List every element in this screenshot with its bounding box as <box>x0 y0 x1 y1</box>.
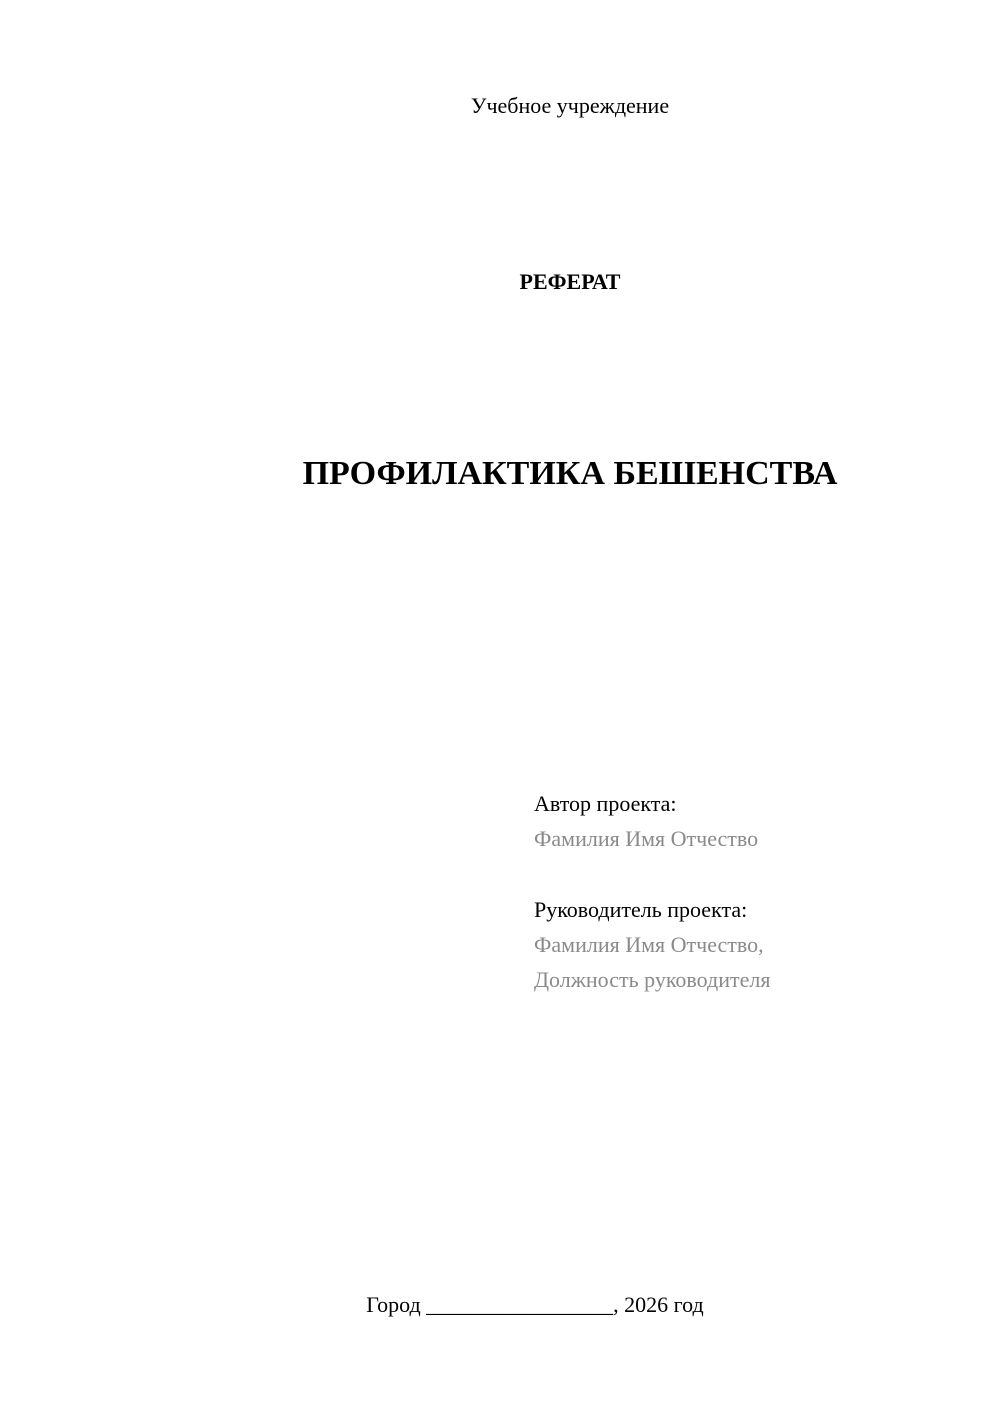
supervisor-label: Руководитель проекта: <box>534 897 748 922</box>
supervisor-position: Должность руководителя <box>534 967 771 992</box>
author-label: Автор проекта: <box>534 791 677 816</box>
city-year-footer: Город _________________, 2026 год <box>366 1292 704 1317</box>
supervisor-name: Фамилия Имя Отчество, <box>534 932 764 957</box>
document-type: РЕФЕРАТ <box>519 269 621 294</box>
author-name: Фамилия Имя Отчество <box>534 826 759 851</box>
institution-name: Учебное учреждение <box>470 93 670 118</box>
document-title: ПРОФИЛАКТИКА БЕШЕНСТВА <box>302 455 838 492</box>
